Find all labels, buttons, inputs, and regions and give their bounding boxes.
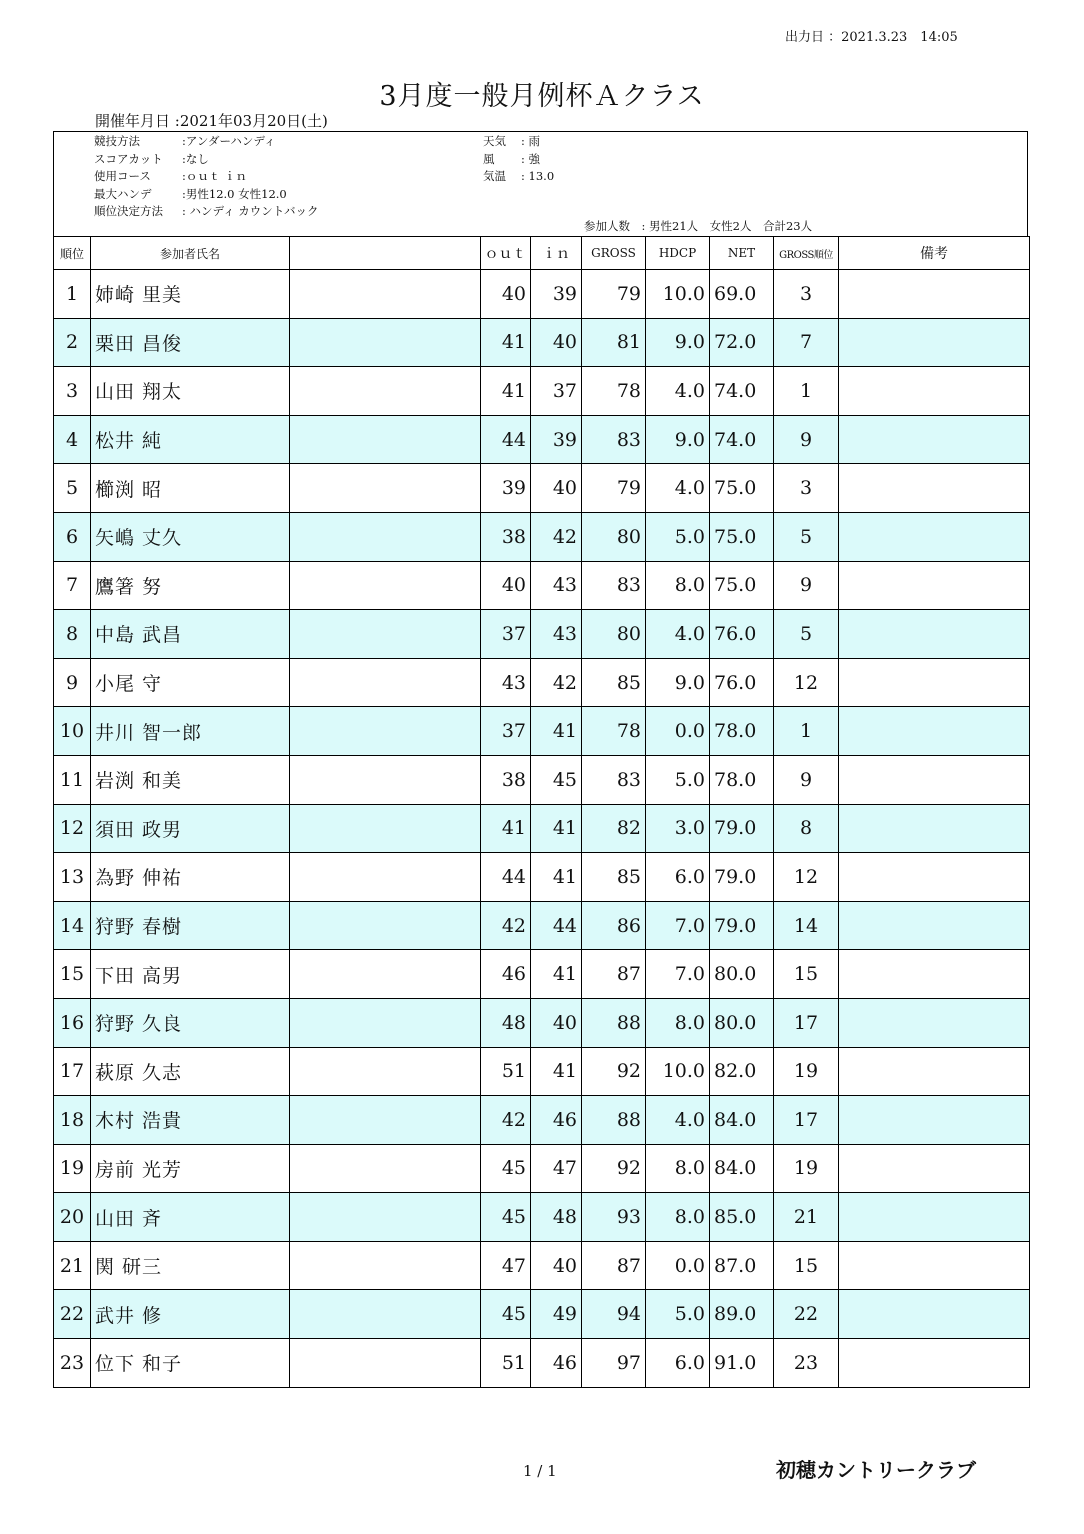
cell-rank: 7	[54, 561, 91, 610]
cell-blank	[290, 1096, 481, 1145]
cell-net: 76.0	[710, 610, 774, 659]
info-row-course	[94, 168, 319, 186]
cell-gross: 87	[582, 950, 646, 999]
cell-out: 45	[481, 1290, 531, 1339]
cell-net: 79.0	[710, 901, 774, 950]
cell-gross: 81	[582, 318, 646, 367]
header-hdcp: HDCP	[646, 237, 710, 270]
cell-out: 38	[481, 512, 531, 561]
table-row	[54, 270, 1030, 319]
cell-gross: 85	[582, 658, 646, 707]
cell-gross: 80	[582, 512, 646, 561]
cell-out: 37	[481, 707, 531, 756]
header-blank	[290, 237, 481, 270]
cell-blank	[290, 415, 481, 464]
cell-out: 39	[481, 464, 531, 513]
competition-info-left	[94, 133, 319, 221]
cell-rank: 23	[54, 1339, 91, 1388]
cell-gross: 88	[582, 998, 646, 1047]
cell-hdcp: 8.0	[646, 1193, 710, 1242]
cell-hdcp: 9.0	[646, 415, 710, 464]
cell-remarks	[839, 1339, 1030, 1388]
cell-net: 76.0	[710, 658, 774, 707]
cell-net: 72.0	[710, 318, 774, 367]
cell-net: 85.0	[710, 1193, 774, 1242]
cell-rank: 1	[54, 270, 91, 319]
cell-in: 41	[531, 804, 582, 853]
cell-gross: 94	[582, 1290, 646, 1339]
cell-gross-rank: 3	[774, 464, 839, 513]
cell-net: 82.0	[710, 1047, 774, 1096]
info-label: 風	[483, 151, 495, 166]
cell-name: 房前 光芳	[91, 1144, 290, 1193]
cell-out: 45	[481, 1144, 531, 1193]
table-row	[54, 318, 1030, 367]
cell-net: 89.0	[710, 1290, 774, 1339]
cell-out: 41	[481, 367, 531, 416]
cell-in: 40	[531, 318, 582, 367]
cell-in: 46	[531, 1339, 582, 1388]
table-row	[54, 1047, 1030, 1096]
cell-remarks	[839, 318, 1030, 367]
cell-out: 44	[481, 415, 531, 464]
header-net: NET	[710, 237, 774, 270]
cell-out: 41	[481, 804, 531, 853]
table-row	[54, 415, 1030, 464]
cell-in: 41	[531, 950, 582, 999]
cell-remarks	[839, 707, 1030, 756]
cell-gross-rank: 23	[774, 1339, 839, 1388]
cell-remarks	[839, 853, 1030, 902]
table-header-row	[54, 237, 1030, 270]
cell-gross: 78	[582, 367, 646, 416]
cell-rank: 21	[54, 1241, 91, 1290]
cell-name: 小尾 守	[91, 658, 290, 707]
cell-net: 69.0	[710, 270, 774, 319]
cell-name: 山田 斉	[91, 1193, 290, 1242]
cell-remarks	[839, 1096, 1030, 1145]
cell-name: 萩原 久志	[91, 1047, 290, 1096]
cell-name: 栗田 昌俊	[91, 318, 290, 367]
table-row	[54, 707, 1030, 756]
table-row	[54, 561, 1030, 610]
cell-in: 39	[531, 415, 582, 464]
cell-in: 46	[531, 1096, 582, 1145]
table-row	[54, 853, 1030, 902]
cell-out: 41	[481, 318, 531, 367]
info-label: スコアカット	[94, 151, 163, 166]
cell-in: 43	[531, 561, 582, 610]
cell-hdcp: 4.0	[646, 367, 710, 416]
cell-blank	[290, 901, 481, 950]
table-row	[54, 1144, 1030, 1193]
info-row-method	[94, 133, 319, 151]
cell-remarks	[839, 415, 1030, 464]
cell-rank: 6	[54, 512, 91, 561]
cell-hdcp: 6.0	[646, 853, 710, 902]
cell-gross-rank: 14	[774, 901, 839, 950]
cell-gross-rank: 5	[774, 512, 839, 561]
cell-name: 松井 純	[91, 415, 290, 464]
cell-remarks	[839, 998, 1030, 1047]
cell-gross: 92	[582, 1047, 646, 1096]
cell-rank: 12	[54, 804, 91, 853]
cell-gross: 88	[582, 1096, 646, 1145]
cell-net: 78.0	[710, 707, 774, 756]
cell-rank: 18	[54, 1096, 91, 1145]
cell-hdcp: 0.0	[646, 707, 710, 756]
cell-out: 38	[481, 755, 531, 804]
page-title: 3月度一般月例杯Ａクラス	[379, 81, 705, 112]
cell-blank	[290, 1144, 481, 1193]
results-table	[53, 236, 1030, 1388]
table-row	[54, 658, 1030, 707]
cell-in: 41	[531, 1047, 582, 1096]
cell-name: 須田 政男	[91, 804, 290, 853]
info-row-temperature	[483, 168, 554, 186]
cell-out: 43	[481, 658, 531, 707]
cell-name: 木村 浩貴	[91, 1096, 290, 1145]
cell-remarks	[839, 1290, 1030, 1339]
cell-gross-rank: 1	[774, 707, 839, 756]
cell-gross: 80	[582, 610, 646, 659]
cell-rank: 10	[54, 707, 91, 756]
weather-info	[483, 133, 554, 186]
cell-gross-rank: 15	[774, 1241, 839, 1290]
cell-blank	[290, 950, 481, 999]
cell-rank: 9	[54, 658, 91, 707]
cell-remarks	[839, 512, 1030, 561]
cell-blank	[290, 707, 481, 756]
cell-net: 74.0	[710, 367, 774, 416]
cell-rank: 17	[54, 1047, 91, 1096]
cell-name: 岩渕 和美	[91, 755, 290, 804]
cell-hdcp: 4.0	[646, 1096, 710, 1145]
cell-in: 44	[531, 901, 582, 950]
header-gross-rank: GROSS順位	[774, 237, 839, 270]
cell-net: 87.0	[710, 1241, 774, 1290]
table-row	[54, 901, 1030, 950]
cell-hdcp: 8.0	[646, 1144, 710, 1193]
cell-hdcp: 6.0	[646, 1339, 710, 1388]
cell-out: 51	[481, 1339, 531, 1388]
cell-blank	[290, 318, 481, 367]
cell-blank	[290, 1193, 481, 1242]
cell-hdcp: 7.0	[646, 950, 710, 999]
table-row	[54, 1339, 1030, 1388]
cell-rank: 16	[54, 998, 91, 1047]
info-value: :アンダーハンディ	[182, 134, 276, 148]
cell-blank	[290, 464, 481, 513]
cell-gross: 78	[582, 707, 646, 756]
info-value: :なし	[182, 151, 209, 166]
info-label: 順位決定方法	[94, 204, 163, 219]
cell-name: 中島 武昌	[91, 610, 290, 659]
cell-hdcp: 0.0	[646, 1241, 710, 1290]
competition-info-box	[53, 131, 1028, 236]
table-row	[54, 1241, 1030, 1290]
cell-gross: 83	[582, 415, 646, 464]
cell-net: 74.0	[710, 415, 774, 464]
table-row	[54, 1193, 1030, 1242]
results-body	[54, 270, 1030, 1388]
cell-rank: 19	[54, 1144, 91, 1193]
cell-blank	[290, 998, 481, 1047]
cell-blank	[290, 561, 481, 610]
cell-name: 武井 修	[91, 1290, 290, 1339]
cell-name: 矢嶋 丈久	[91, 512, 290, 561]
cell-gross-rank: 12	[774, 853, 839, 902]
cell-name: 姉崎 里美	[91, 270, 290, 319]
info-value: : 13.0	[521, 169, 555, 184]
cell-in: 40	[531, 998, 582, 1047]
cell-gross-rank: 17	[774, 998, 839, 1047]
cell-gross-rank: 15	[774, 950, 839, 999]
cell-blank	[290, 1290, 481, 1339]
header-in: ｉｎ	[531, 237, 582, 270]
cell-gross: 83	[582, 755, 646, 804]
cell-net: 79.0	[710, 853, 774, 902]
cell-hdcp: 3.0	[646, 804, 710, 853]
cell-rank: 13	[54, 853, 91, 902]
cell-out: 46	[481, 950, 531, 999]
info-value: :男性12.0 女性12.0	[182, 186, 287, 201]
cell-gross-rank: 8	[774, 804, 839, 853]
cell-hdcp: 4.0	[646, 464, 710, 513]
cell-net: 78.0	[710, 755, 774, 804]
cell-blank	[290, 1047, 481, 1096]
cell-name: 櫛渕 昭	[91, 464, 290, 513]
info-label: 使用コース	[94, 169, 151, 184]
cell-gross: 82	[582, 804, 646, 853]
cell-gross: 79	[582, 270, 646, 319]
cell-gross-rank: 7	[774, 318, 839, 367]
output-date: 出力日 ：2021.3.23 14:05	[785, 30, 958, 45]
info-value: : 雨	[521, 134, 541, 148]
cell-blank	[290, 853, 481, 902]
cell-net: 84.0	[710, 1144, 774, 1193]
cell-in: 41	[531, 707, 582, 756]
cell-blank	[290, 804, 481, 853]
cell-out: 48	[481, 998, 531, 1047]
table-row	[54, 1096, 1030, 1145]
cell-hdcp: 7.0	[646, 901, 710, 950]
header-name: 参加者氏名	[91, 237, 290, 270]
table-row	[54, 1290, 1030, 1339]
cell-remarks	[839, 464, 1030, 513]
table-row	[54, 512, 1030, 561]
cell-out: 42	[481, 1096, 531, 1145]
header-gross: GROSS	[582, 237, 646, 270]
cell-remarks	[839, 561, 1030, 610]
cell-net: 84.0	[710, 1096, 774, 1145]
cell-gross-rank: 9	[774, 561, 839, 610]
cell-net: 91.0	[710, 1339, 774, 1388]
cell-remarks	[839, 755, 1030, 804]
cell-hdcp: 8.0	[646, 561, 710, 610]
cell-name: 狩野 久良	[91, 998, 290, 1047]
info-row-score-cut	[94, 151, 319, 169]
info-label: 競技方法	[94, 134, 140, 148]
cell-gross: 92	[582, 1144, 646, 1193]
cell-net: 75.0	[710, 561, 774, 610]
cell-gross-rank: 1	[774, 367, 839, 416]
cell-remarks	[839, 1193, 1030, 1242]
cell-remarks	[839, 610, 1030, 659]
cell-gross-rank: 19	[774, 1144, 839, 1193]
cell-gross-rank: 12	[774, 658, 839, 707]
cell-out: 51	[481, 1047, 531, 1096]
table-row	[54, 804, 1030, 853]
cell-remarks	[839, 270, 1030, 319]
club-name: 初穂カントリークラブ	[776, 1458, 976, 1482]
cell-name: 山田 翔太	[91, 367, 290, 416]
cell-name: 下田 高男	[91, 950, 290, 999]
cell-name: 関 研三	[91, 1241, 290, 1290]
info-row-ranking-method	[94, 203, 319, 221]
cell-gross: 93	[582, 1193, 646, 1242]
cell-rank: 4	[54, 415, 91, 464]
cell-rank: 8	[54, 610, 91, 659]
cell-remarks	[839, 901, 1030, 950]
cell-gross-rank: 21	[774, 1193, 839, 1242]
info-value: :ｏｕｔ ｉｎ	[182, 169, 248, 184]
cell-blank	[290, 367, 481, 416]
cell-blank	[290, 610, 481, 659]
table-row	[54, 755, 1030, 804]
cell-in: 45	[531, 755, 582, 804]
cell-hdcp: 10.0	[646, 1047, 710, 1096]
table-row	[54, 610, 1030, 659]
cell-rank: 11	[54, 755, 91, 804]
cell-blank	[290, 512, 481, 561]
cell-remarks	[839, 658, 1030, 707]
cell-name: 鷹箸 努	[91, 561, 290, 610]
cell-rank: 22	[54, 1290, 91, 1339]
cell-gross-rank: 9	[774, 755, 839, 804]
cell-in: 49	[531, 1290, 582, 1339]
cell-in: 40	[531, 1241, 582, 1290]
cell-rank: 14	[54, 901, 91, 950]
cell-out: 42	[481, 901, 531, 950]
info-label: 気温	[483, 169, 506, 184]
cell-hdcp: 5.0	[646, 755, 710, 804]
cell-blank	[290, 1241, 481, 1290]
cell-gross-rank: 9	[774, 415, 839, 464]
cell-remarks	[839, 804, 1030, 853]
cell-hdcp: 5.0	[646, 1290, 710, 1339]
cell-remarks	[839, 367, 1030, 416]
info-value: : ハンディ カウントバック	[182, 204, 319, 219]
cell-in: 43	[531, 610, 582, 659]
table-row	[54, 367, 1030, 416]
info-row-wind	[483, 151, 554, 169]
cell-hdcp: 9.0	[646, 658, 710, 707]
cell-name: 井川 智一郎	[91, 707, 290, 756]
cell-net: 80.0	[710, 998, 774, 1047]
cell-out: 44	[481, 853, 531, 902]
participant-count: 参加人数 : 男性21人 女性2人 合計23人	[584, 219, 813, 233]
cell-hdcp: 5.0	[646, 512, 710, 561]
cell-gross: 86	[582, 901, 646, 950]
cell-gross-rank: 3	[774, 270, 839, 319]
cell-out: 47	[481, 1241, 531, 1290]
cell-blank	[290, 658, 481, 707]
cell-in: 42	[531, 512, 582, 561]
info-label: 天気	[483, 134, 506, 148]
table-row	[54, 998, 1030, 1047]
cell-rank: 5	[54, 464, 91, 513]
cell-net: 79.0	[710, 804, 774, 853]
cell-remarks	[839, 1047, 1030, 1096]
header-out: ｏｕｔ	[481, 237, 531, 270]
cell-rank: 3	[54, 367, 91, 416]
cell-remarks	[839, 950, 1030, 999]
cell-gross-rank: 5	[774, 610, 839, 659]
cell-hdcp: 10.0	[646, 270, 710, 319]
cell-remarks	[839, 1144, 1030, 1193]
table-row	[54, 464, 1030, 513]
cell-hdcp: 9.0	[646, 318, 710, 367]
cell-in: 42	[531, 658, 582, 707]
cell-rank: 20	[54, 1193, 91, 1242]
cell-net: 75.0	[710, 464, 774, 513]
cell-in: 40	[531, 464, 582, 513]
cell-in: 48	[531, 1193, 582, 1242]
cell-gross-rank: 19	[774, 1047, 839, 1096]
header-rank: 順位	[54, 237, 91, 270]
cell-gross: 79	[582, 464, 646, 513]
cell-gross: 97	[582, 1339, 646, 1388]
cell-name: 狩野 春樹	[91, 901, 290, 950]
cell-out: 40	[481, 270, 531, 319]
cell-gross-rank: 17	[774, 1096, 839, 1145]
cell-name: 為野 伸祐	[91, 853, 290, 902]
cell-net: 75.0	[710, 512, 774, 561]
header-remarks: 備考	[839, 237, 1030, 270]
cell-in: 41	[531, 853, 582, 902]
cell-gross: 83	[582, 561, 646, 610]
cell-out: 45	[481, 1193, 531, 1242]
cell-blank	[290, 755, 481, 804]
cell-remarks	[839, 1241, 1030, 1290]
cell-gross-rank: 22	[774, 1290, 839, 1339]
cell-in: 47	[531, 1144, 582, 1193]
cell-rank: 2	[54, 318, 91, 367]
cell-in: 39	[531, 270, 582, 319]
cell-rank: 15	[54, 950, 91, 999]
cell-out: 37	[481, 610, 531, 659]
cell-blank	[290, 1339, 481, 1388]
table-row	[54, 950, 1030, 999]
cell-name: 位下 和子	[91, 1339, 290, 1388]
cell-hdcp: 4.0	[646, 610, 710, 659]
cell-out: 40	[481, 561, 531, 610]
info-row-max-handicap	[94, 186, 319, 204]
page-number: 1 / 1	[523, 1462, 557, 1480]
info-label: 最大ハンデ	[94, 186, 152, 201]
cell-gross: 87	[582, 1241, 646, 1290]
cell-net: 80.0	[710, 950, 774, 999]
cell-in: 37	[531, 367, 582, 416]
cell-gross: 85	[582, 853, 646, 902]
cell-blank	[290, 270, 481, 319]
cell-hdcp: 8.0	[646, 998, 710, 1047]
info-value: : 強	[521, 151, 541, 166]
info-row-weather	[483, 133, 554, 151]
event-date: 開催年月日 :2021年03月20日(土)	[95, 112, 328, 130]
